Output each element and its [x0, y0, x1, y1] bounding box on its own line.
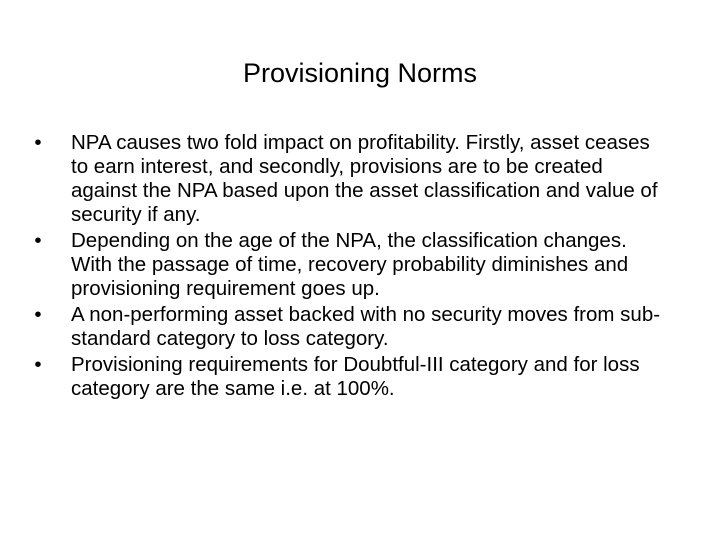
- bullet-item: [28, 131, 688, 227]
- bullet-icon: •: [34, 353, 42, 376]
- bullet-icon: •: [34, 131, 42, 154]
- bullet-icon: •: [34, 229, 42, 252]
- bullet-text: Depending on the age of the NPA, the classification changes. With the passage of time, recovery probability diminishes and provisioning requirement goes up.: [71, 229, 629, 300]
- bullet-text: A non-performing asset backed with no security moves from sub-standard category to loss category.: [71, 303, 661, 350]
- bullet-text: Provisioning requirements for Doubtful-III category and for loss category are the same i.e. at 100%.: [71, 353, 640, 400]
- bullet-item: [28, 229, 688, 301]
- bullet-item: [28, 303, 688, 351]
- slide-title: Provisioning Norms: [242, 58, 478, 88]
- bullet-list: [28, 131, 688, 403]
- bullet-item: [28, 353, 688, 401]
- bullet-text: NPA causes two fold impact on profitability. Firstly, asset ceases to earn interest, and secondly, provisions are to be created against the NPA based upon the asset classification and value of security if any.: [71, 131, 658, 226]
- bullet-icon: •: [34, 303, 42, 326]
